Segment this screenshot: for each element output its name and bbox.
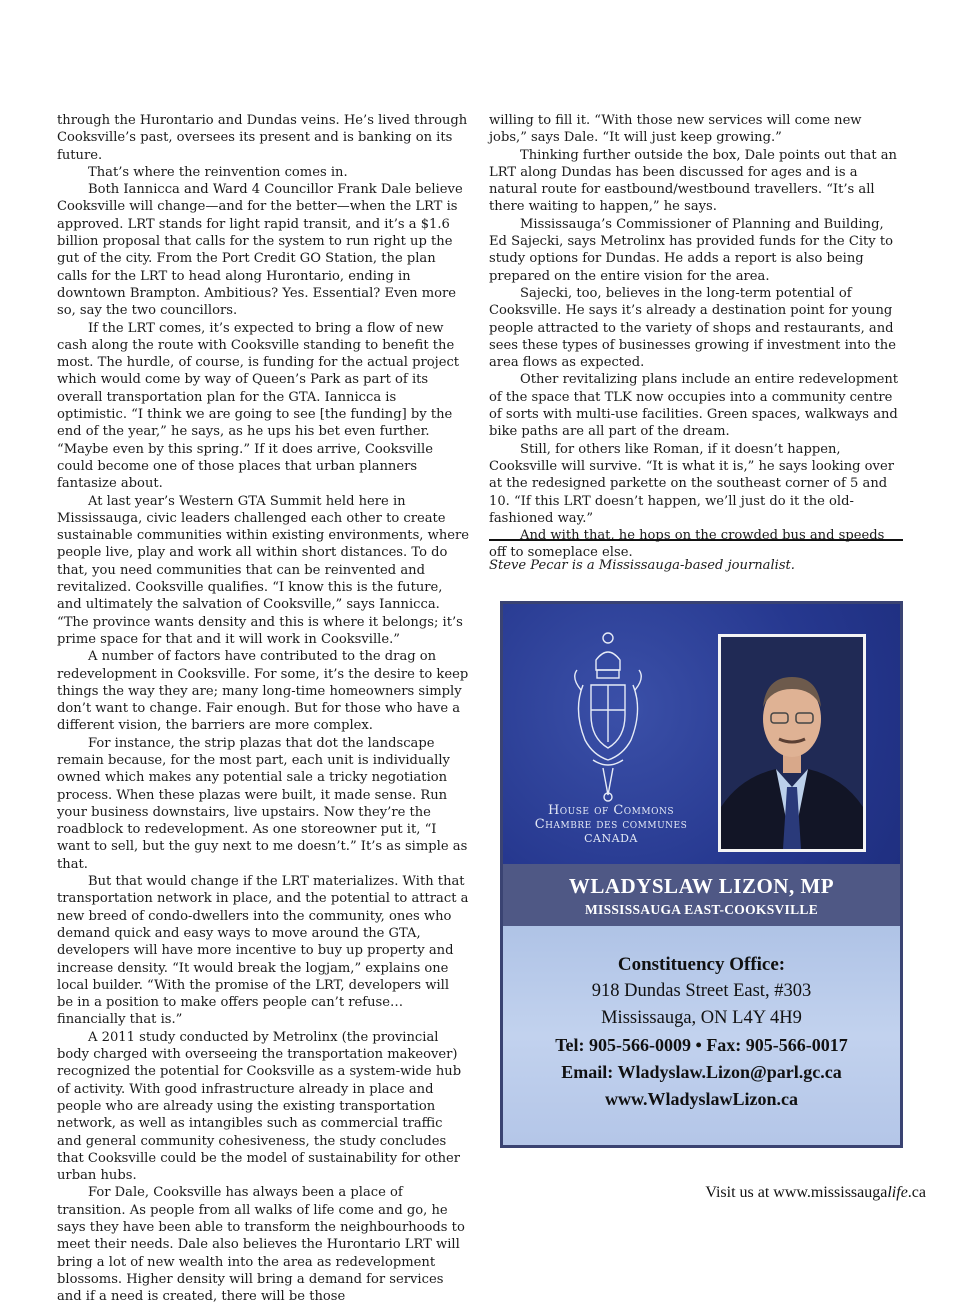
paragraph: That’s where the reinvention comes in.	[88, 164, 348, 180]
website-link[interactable]: www.WladyslawLizon.ca	[604, 1089, 799, 1109]
mp-name: WLADYSLAW LIZON, MP	[568, 874, 835, 898]
phone-fax: Tel: 905-566-0009 • Fax: 905-566-0017	[555, 1035, 848, 1055]
house-en: House of Commons	[547, 803, 675, 818]
paragraph: Both Iannicca and Ward 4 Councillor Frank Dale believe Cooksville will change—and for the better—when the LRT is approved. LRT stands for light rapid transit, and it’s a $1.6 billion proposal that calls for the system to run right up the gut of the city. From the Port Credit GO Station, the plan calls for the LRT to head along Hurontario, ending in downtown Brampton. Ambitious? Yes. Essential? Even more so, say the two councillors.	[57, 182, 463, 319]
footer-brand: life	[887, 1184, 908, 1201]
email-link[interactable]: Email: Wladyslaw.Lizon@parl.gc.ca	[561, 1062, 842, 1082]
riding-name: MISSISSAUGA EAST-COOKSVILLE	[584, 902, 819, 917]
paragraph: Still, for others like Roman, if it doesn’t happen, Cooksville will survive. “It is what it is,” he says looking over at the redesigned parkette on the southeast corner of 5 and 10. “If this LRT doesn’t happen, we’ll just do it the old-fashioned way.”	[489, 441, 894, 526]
paragraph: A 2011 study conducted by Metrolinx (the provincial body charged with overseeing the transportation makeover) recognized the potential for Cooksville as a system-wide hub of activity. With good infrastructure already in place and people who are already using the existing transportation network, as well as intangibles such as commercial traffic and general community cohesiveness, the study concludes that Cooksville could be the model of sustainability for other urban hubs.	[57, 1029, 462, 1184]
paragraph: willing to fill it. “With those new services will come new jobs,” says Dale. “It will just keep growing.”	[489, 113, 862, 146]
paragraph: And with that, he hops on the crowded bus and speeds off to someplace else.	[489, 528, 885, 561]
article-column-left	[57, 112, 469, 1305]
house-fr: Chambre des communes	[534, 817, 688, 832]
paragraph: If the LRT comes, it’s expected to bring a flow of new cash along the route with Cooksville standing to benefit the most. The hurdle, of course, is funding for the actual project which would come by way of Queen’s Park as part of its overall transportation plan for the GTA. Iannicca is optimistic. “I think we are going to see [the funding] by the end of the year,” he says, as he ups his bet even further. “Maybe even by this spring.” If it does arrive, Cooksville could become one of those places that urban planners fantasize about.	[57, 320, 460, 492]
mp-portrait	[718, 634, 866, 852]
country-label: CANADA	[584, 832, 638, 845]
paragraph: But that would change if the LRT materializes. With that transportation network in place, and the potential to attract a new breed of condo-dwellers into the community, ones who demand quick and easy ways to move around the GTA, developers will have more incentive to buy up property and increase density. “It would break the logjam,” explains one local builder. “With the promise of the LRT, developers will be in a position to make offers people can’t refuse… financially that is.”	[57, 874, 469, 1028]
divider	[489, 539, 903, 541]
author-byline: Steve Pecar is a Mississauga-based journalist.	[489, 558, 795, 573]
paragraph: At last year’s Western GTA Summit held here in Mississauga, civic leaders challenged each other to create sustainable communities within existing environments, where people live, play and work all within short distances. To do that, you need communities that can be reinvented and revitalized. Cooksville qualifies. “I know this is the future, and ultimately the salvation of Cooksville,” says Iannicca. “The province wants density and this is where it belongs; it’s prime space for that and it will work in Cooksville.”	[57, 493, 470, 647]
office-title: Constituency Office:	[617, 954, 786, 975]
paragraph: Mississauga’s Commissioner of Planning and Building, Ed Sajecki, says Metrolinx has provided funds for the City to study options for Dundas. He adds a report is also being prepared on the entire vision for the area.	[489, 216, 893, 284]
paragraph: through the Hurontario and Dundas veins. He’s lived through Cooksville’s past, oversees its present and is banking on its future.	[57, 113, 468, 163]
footer-prefix: Visit us at www.mississauga	[705, 1184, 888, 1201]
paragraph: Sajecki, too, believes in the long-term potential of Cooksville. He says it’s already a destination point for young people attracted to the variety of shops and restaurants, and sees these types of businesses growing if investment into the area flows as expected.	[489, 285, 896, 371]
paragraph: For Dale, Cooksville has always been a place of transition. As people from all walks of life come and go, he says they have been able to transform the neighbourhoods to meet their needs. Dale also believes the Hurontario LRT will bring a lot of new wealth into the area as redevelopment blossoms. Higher density will bring a demand for services and if a need is created, there will be those	[57, 1185, 465, 1305]
paragraph: Thinking further outside the box, Dale points out that an LRT along Dundas has been discussed for ages and is a natural route for eastbound/westbound travellers. “It’s all there waiting to happen,” he says.	[489, 147, 897, 215]
coat-of-arms-icon	[563, 630, 653, 805]
article-column-right	[489, 112, 903, 562]
address-line-2: Mississauga, ON L4Y 4H9	[601, 1008, 802, 1028]
address-line-1: 918 Dundas Street East, #303	[591, 981, 812, 1001]
mp-advertisement	[500, 601, 903, 1148]
footer-suffix: .ca	[907, 1184, 926, 1201]
paragraph: A number of factors have contributed to the drag on redevelopment in Cooksville. For some, it’s the desire to keep things the way they are; many long-time homeowners simply don’t want to change. Fair enough. But for those who have a different vision, the barriers are more complex.	[57, 649, 469, 734]
house-of-commons-label	[521, 804, 701, 846]
footer-url[interactable]	[705, 1184, 926, 1202]
paragraph: Other revitalizing plans include an entire redevelopment of the space that TLK now occupies into a community centre of sorts with multi-use facilities. Green spaces, walkways and bike paths are all part of the dream.	[489, 372, 899, 440]
paragraph: For instance, the strip plazas that dot the landscape remain because, for the most part, each unit is individually owned which makes any potential sale a tricky negotiation process. When these plazas were built, it made sense. Run your business downstairs, live upstairs. Now they’re the roadblock to redevelopment. As one storeowner put it, “I want to sell, but the guy next to me doesn’t.” It’s as simple as that.	[57, 735, 468, 872]
